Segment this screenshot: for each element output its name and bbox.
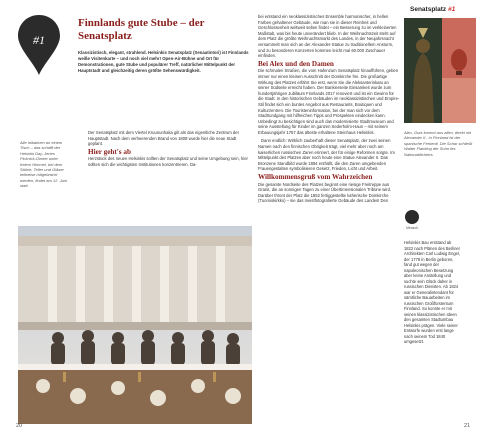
col1-paragraph-2: Herzstück des neuen Helsinkis sollten der Senatsplatz und seine Umgebung sein, hier sollten sich die wichtigsten Institutionen konzentrieren. Da-: [88, 156, 248, 167]
col1-paragraph: Der Senatsplatz mit dem Viertel Kruununhaka gilt als das eigentliche Zentrum der Hauptstadt. Nach dem verheerenden Brand von 1808 wurde hier die neue Stadt geplant.: [88, 130, 239, 147]
col2-paragraph-2: Die schmalen Straßen, die vom Hafenzum Senatsplatz hinaufführen, geben immer nur einen kleinen Ausschnitt der Domkirche frei. Die großartige Wirkung des Platzes erfährt Sie erst, wenn Sie die Aleksanterinkatu an seiner Südseite erreicht haben. Der Bankierseite Einsamkeit wurde zum hundertjährigen Jubiläum Finnlands 2017 renoviert und ist ein Gewinn für die Stadt. In den historischen Gebäuden im neoklassizistischen und Empire-Stil findet sich ein buntes Angebot aus Restaurants, Boutiquen und Kulturzentren. Die Touristeninformation, bei der man sich vor dem Stadtrundgang mit hilfreichen Tipps und Prospekten eindecken kann. Unbedingt zu besichtigen sind auch das modernisierte Stadtmuseum und seine Ausstellung für Kinder im ganzen Sederholm-Haus – mit seinem Erbauungsjahr 1757 das älteste erhaltene Steinhaus Helsinkis.: [258, 68, 400, 135]
column-1: [88, 130, 250, 225]
col2-heading: Bei Alex und den Damen: [258, 59, 334, 68]
intro-text: Klassizistisch, elegant, strahlend. Helsinkis Senatsplatz (Senaatintori) ist Finnlands weiße Visitenkarte – und noch viel mehr! Open-Air-Bühne und Ort für Demonstrationen, gute Stube und populärer Treff, natürlicher Mittelpunkt der Hauptstadt und gleichzeitig deren größte Sehenswürdigkeit.: [78, 50, 249, 73]
page-number-left: 20: [16, 423, 23, 429]
left-caption: Alle Initiativen an einem Tisch – das schafft der Helsinki Day. Jenes Picknick-Dinner unter freiem Himmel, bei dem Stühle, Teller und Gläser teilweise mitgebracht werden, findet am 12. Juni statt.: [20, 140, 67, 189]
balloon-photo: [442, 18, 476, 123]
col2-paragraph-3: Dann endlich: Wirklich zauberhaft dieser Senatsplatz, der zwei seinen Namen nach den finnischen Obrigkeit trägt, viel mehr aber noch am kaiserlichen russischen Zaren erinnert, der für einige Reformen sorgte. Im Mittelpunkt des Platzes aber noch heute eine Statue Alexander II. Das Bronzene Standbild wurde 1894 enthüllt, die den Zaren umgebenden Frauengestalten symbolisieren Gesetz, Frieden, Licht und Arbeit.: [258, 138, 395, 172]
page-number-right: 21: [464, 423, 471, 429]
col2-paragraph-4: Die gesamte Nordseite des Platzes beginnt eine riesige Freitreppe aus Granit, die an sonnigen Tagen zu einer Übertimensionalen Tribüne wird. Darüber thront der Platz die 1852 fertiggestellte lutherische Domkirche (Tuomiokirkko) – sie das meistfotografierte Gebäude des Landes! Den: [258, 181, 392, 204]
right-caption: Alko, Gutz kommt aus allen, direkt mit Alexander II., in Finnland ist der spanische Ferkentl. Die Schar schließt Walter Flanking der Sohn fes Nationaldichters.: [404, 130, 473, 157]
page-marker: 1: [451, 6, 456, 13]
statue-photo: [404, 18, 442, 123]
right-sidebar-text: Helsinkis Bau entstand ab 1822 nach Plänen des Berliner Architekten Carl Ludwig Engel, der 1778 in Berlin geboren, fand gut wegen der napoleonischen Besetzung aber keine Anstellung und suchte sein Glück daher in russischen Diensten. Ab 1824 war er Generalintendant für sämtliche Bauarbeiten im russischen Großfürstentum Finnland. So konnte er mit seinen klassizistischen Ideen den gesamten Stadtumbau Helsinkis prägen. Viele seiner Entwürfe wurden erst lange nach seinem Tod 1840 umgesetzt.: [404, 240, 460, 344]
badge-label: #1: [33, 33, 45, 47]
col2-heading-2: Willkommensgruß vom Wahrzeichen: [258, 173, 373, 182]
section-header: Senatsplatz #1: [410, 6, 456, 13]
section-title: Senatsplatz: [410, 6, 447, 13]
person-badge: [405, 210, 419, 224]
column-2: [258, 14, 400, 426]
col1-heading: Hier geht's ab: [88, 147, 131, 156]
col2-paragraph-1: bei entstand ein neoklassizistisches Ensemble harmonischer, in hellen Farben gehaltener Gebäude, wie man sie in dieser Reinheit und Geschlossenheit weltweit selten findet – ein Besserung zu im verkleinerten Maßstab, was bis heute unverändert blieb. In der Weihnachtszeit steht auf dem Platz die größte Weihnachtsmarkt des Landes, in der Neujahrsnacht versammelt man sich an der Alexander-Statue zu traditionellem Ansturm, und zu besonderen Konzerten kommen leicht mal 60.000 Zuschauer einfinden.: [258, 14, 397, 59]
person-label: Mensch: [406, 226, 418, 230]
picnic-photo: [18, 226, 252, 424]
page-headline: Finnlands gute Stube – der Senatsplatz: [78, 17, 205, 42]
